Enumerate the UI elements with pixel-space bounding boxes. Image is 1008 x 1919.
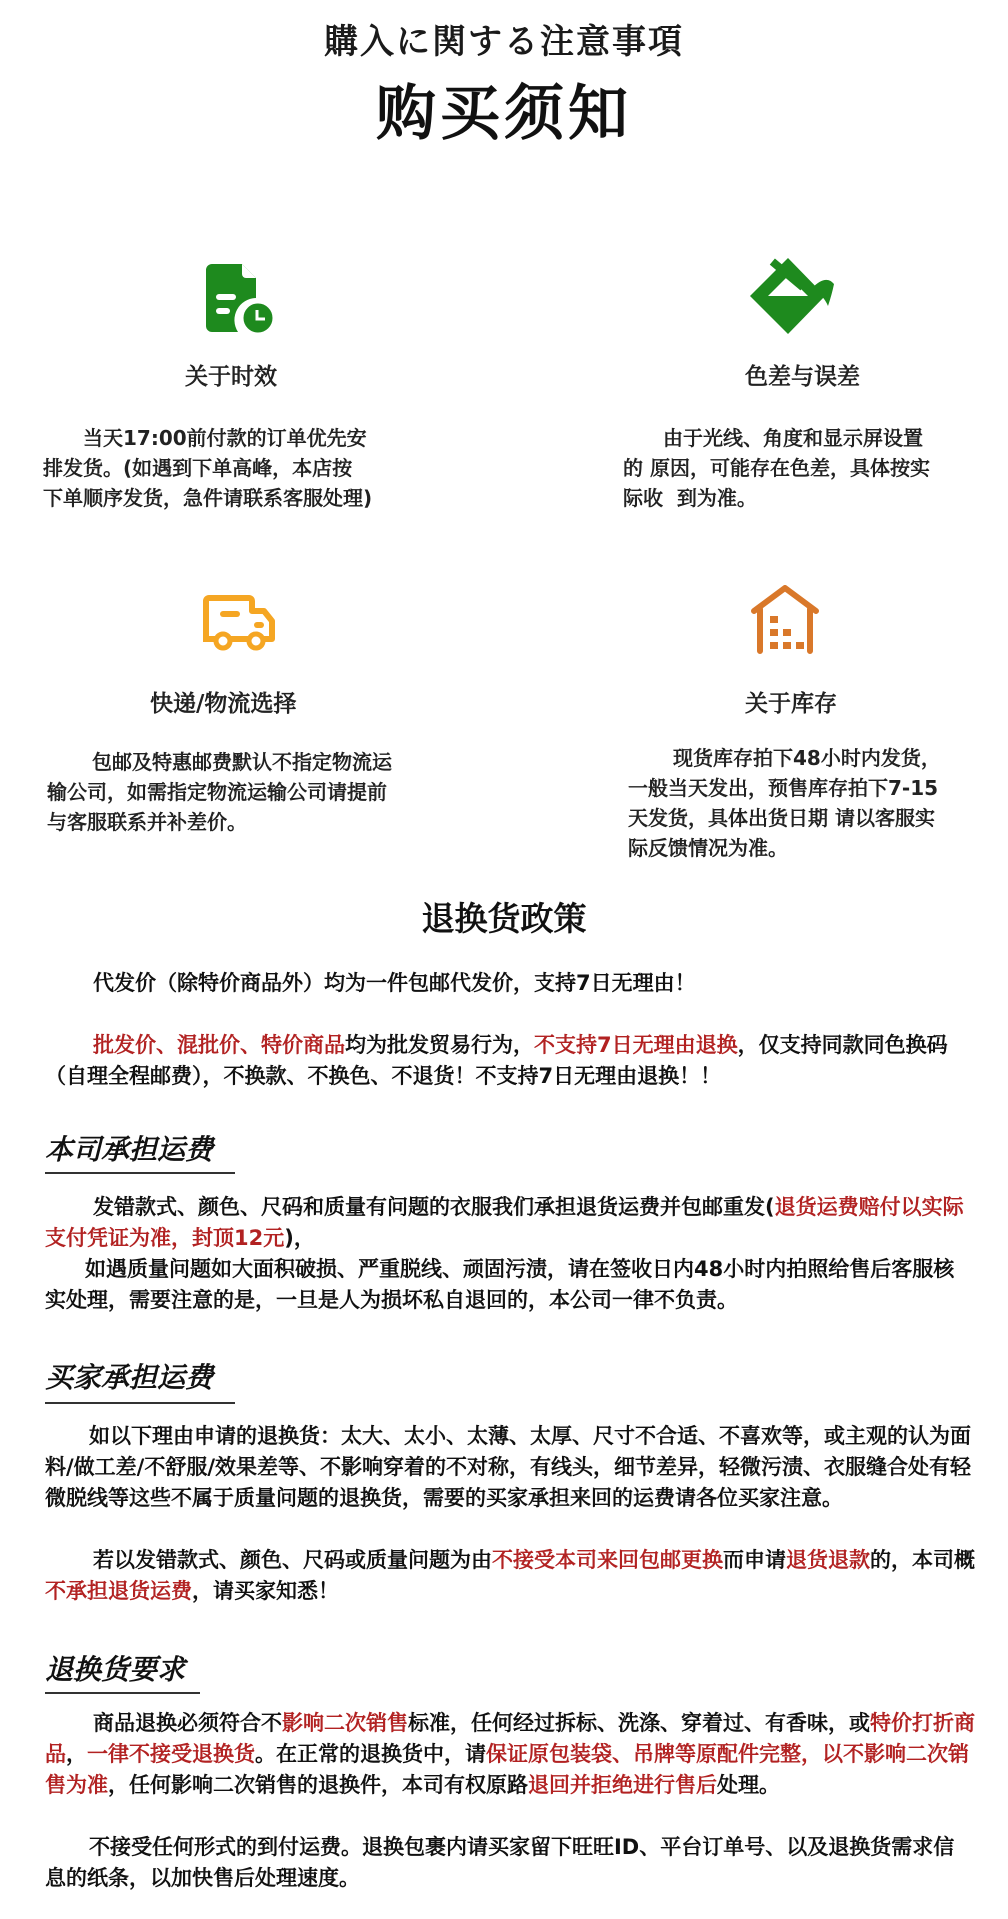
section-divider	[45, 1172, 235, 1174]
body-text: ，仅支持同款同色换码（自理全程邮费），不换款、不换色、不退货！不支持7日无理由退换！！	[45, 1033, 948, 1088]
card-body-line: 下单顺序发货，急件请联系客服处理)	[43, 486, 373, 510]
company-pays-text	[45, 1192, 975, 1254]
card-body-line: 天发货，具体出货日期 请以客服实	[628, 806, 935, 830]
highlight-text: 特价打折商品	[45, 1711, 975, 1766]
card-title: 色差与误差	[745, 364, 860, 390]
card-body	[47, 747, 467, 837]
paint-bucket-icon	[750, 258, 840, 338]
policy-dropship-text: 代发价（除特价商品外）均为一件包邮代发价，支持7日无理由！	[93, 971, 696, 995]
body-text: 均为批发贸易行为，	[345, 1033, 534, 1057]
card-body-line: 的 原因，可能存在色差，具体按实	[623, 456, 930, 480]
highlight-text: 影响二次销售	[282, 1711, 408, 1735]
highlight-text: 批发价、混批价、特价商品	[93, 1033, 345, 1057]
body-text: 。在正常的退换货中，请	[255, 1742, 486, 1766]
buyer-pays-note	[45, 1545, 975, 1607]
highlight-text: 退货运费赔付以实际支付凭证为准，封顶12元	[45, 1195, 964, 1250]
body-text: ，请买家知悉！	[192, 1579, 339, 1603]
body-text: 处理。	[717, 1773, 780, 1797]
buyer-pays-text: 如以下理由申请的退换货：太大、太小、太薄、太厚、尺寸不合适、不喜欢等，或主观的认为面料/做工差/不舒服/效果差等、不影响穿着的不对称，有线头，细节差异，轻微污渍、衣服缝合处有轻微脱线等这些不属于质量问题的退换货，需要的买家承担来回的运费请各位买家注意。	[45, 1424, 972, 1510]
body-text: 若以发错款式、颜色、尺码或质量问题为由	[93, 1548, 492, 1572]
cod-policy-text: 不接受任何形式的到付运费。退换包裹内请买家留下旺旺ID、平台订单号、以及退换货需求信息的纸条，以加快售后处理速度。	[45, 1835, 955, 1890]
highlight-text: 不承担退货运费	[45, 1579, 192, 1603]
highlight-text: 退回并拒绝进行售后	[528, 1773, 717, 1797]
page-title: 购买须知	[376, 79, 632, 149]
body-text: 商品退换必须符合不	[93, 1711, 282, 1735]
section-heading-buyer-pays: 买家承担运费	[45, 1361, 214, 1394]
card-title: 关于时效	[185, 364, 277, 390]
card-body-line: 由于光线、角度和显示屏设置	[663, 426, 923, 450]
highlight-text: 不支持7日无理由退换	[534, 1033, 738, 1057]
card-body-line: 与客服联系并补差价。	[47, 810, 247, 834]
body-text: ，任何影响二次销售的退换件，本司有权原路	[108, 1773, 528, 1797]
body-text: 发错款式、颜色、尺码和质量有问题的衣服我们承担退货运费并包邮重发(	[93, 1195, 775, 1219]
card-title: 快递/物流选择	[150, 691, 297, 717]
section-divider	[45, 1692, 200, 1694]
card-body-line: 际收 到为准。	[623, 486, 757, 510]
highlight-text: 保证原包装袋、吊牌等原配件完整，以不影响二次销售为准	[45, 1742, 969, 1797]
card-body-line: 包邮及特惠邮费默认不指定物流运	[92, 750, 392, 774]
body-text: 而申请	[723, 1548, 786, 1572]
card-body-line: 际反馈情况为准。	[628, 836, 788, 860]
body-text: )，	[284, 1226, 315, 1250]
highlight-text: 不接受本司来回包邮更换	[492, 1548, 723, 1572]
card-body-line: 一般当天发出，预售库存拍下7-15	[628, 776, 939, 800]
card-body-line: 排发货。(如遇到下单高峰，本店按	[43, 456, 353, 480]
card-title: 关于库存	[745, 691, 837, 717]
requirements-text	[45, 1708, 975, 1801]
quality-issue-text: 如遇质量问题如大面积破损、严重脱线、顽固污渍，请在签收日内48小时内拍照给售后客服核实处理，需要注意的是，一旦是人为损坏私自退回的，本公司一律不负责。	[45, 1257, 955, 1312]
section-heading-requirements: 退换货要求	[45, 1653, 186, 1686]
body-text: ，	[66, 1742, 87, 1766]
highlight-text: 退货退款	[786, 1548, 870, 1572]
card-body	[623, 423, 1003, 513]
card-body	[43, 423, 453, 513]
body-text: 的，本司概	[870, 1548, 975, 1572]
card-body-line: 输公司，如需指定物流运输公司请提前	[47, 780, 387, 804]
section-heading-company-pays: 本司承担运费	[45, 1133, 214, 1166]
body-text: 标准，任何经过拆标、洗涤、穿着过、有香味，或	[408, 1711, 870, 1735]
warehouse-icon	[750, 585, 820, 655]
policy-wholesale-text	[45, 1030, 975, 1092]
highlight-text: 一律不接受退换货	[87, 1742, 255, 1766]
section-divider	[45, 1402, 235, 1404]
document-clock-icon	[200, 258, 280, 338]
card-body-line: 当天17:00前付款的订单优先安	[83, 426, 367, 450]
card-body-line: 现货库存拍下48小时内发货，	[673, 746, 941, 770]
delivery-truck-icon	[200, 595, 276, 653]
japanese-title: 購入に関する注意事項	[324, 22, 684, 62]
policy-title: 退换货政策	[421, 899, 587, 938]
card-body	[628, 743, 1008, 863]
